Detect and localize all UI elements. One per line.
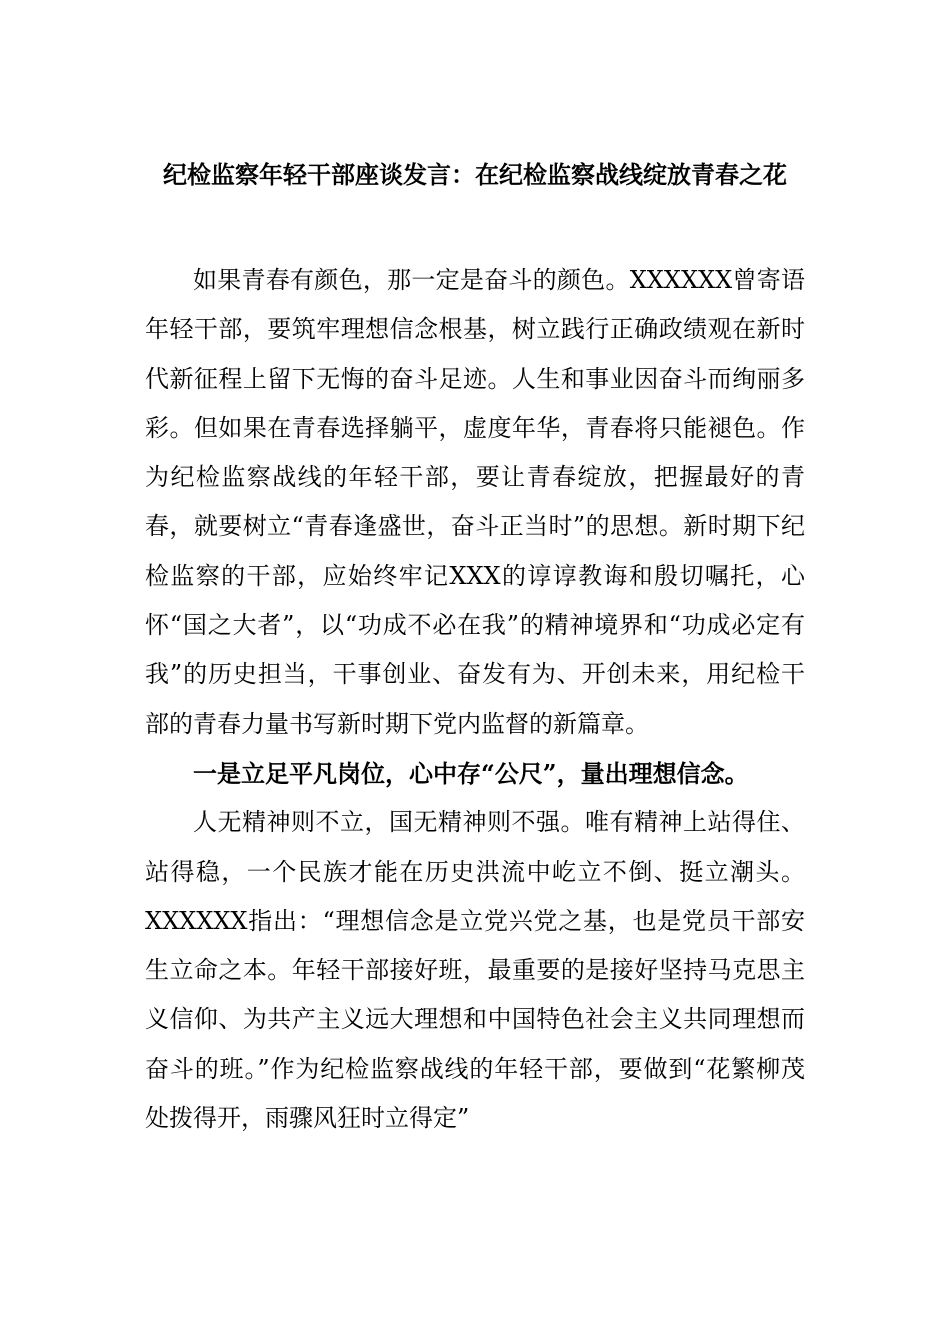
- intro-paragraph: 如果青春有颜色，那一定是奋斗的颜色。XXXXXX曾寄语年轻干部，要筑牢理想信念根基，树立践行正确政绩观在新时代新征程上留下无悔的奋斗足迹。人生和事业因奋斗而绚丽多彩。但如果在青春选择躺平，虚度年华，青春将只能褪色。作为纪检监察战线的年轻干部，要让青春绽放，把握最好的青春，就要树立“青春逢盛世，奋斗正当时”的思想。新时期下纪检监察的干部，应始终牢记XXX的谆谆教诲和殷切嘱托，心怀“国之大者”，以“功成不必在我”的精神境界和“功成必定有我”的历史担当，干事创业、奋发有为、开创未来，用纪检干部的青春力量书写新时期下党内监督的新篇章。: [145, 266, 805, 738]
- document-body: [145, 256, 805, 1143]
- section-heading: 一是立足平凡岗位，心中存“公尺”，量出理想信念。: [193, 758, 749, 788]
- document-title: 纪检监察年轻干部座谈发言：在纪检监察战线绽放青春之花: [163, 160, 787, 189]
- section-paragraph: 人无精神则不立，国无精神则不强。唯有精神上站得住、站得稳，一个民族才能在历史洪流中屹立不倒、挺立潮头。XXXXXX指出：“理想信念是立党兴党之基，也是党员干部安生立命之本。年轻干部接好班，最重要的是接好坚持马克思主义信仰、为共产主义远大理想和中国特色社会主义共同理想而奋斗的班。”作为纪检监察战线的年轻干部，要做到“花繁柳茂处拨得开，雨骤风狂时立得定”: [145, 808, 805, 1133]
